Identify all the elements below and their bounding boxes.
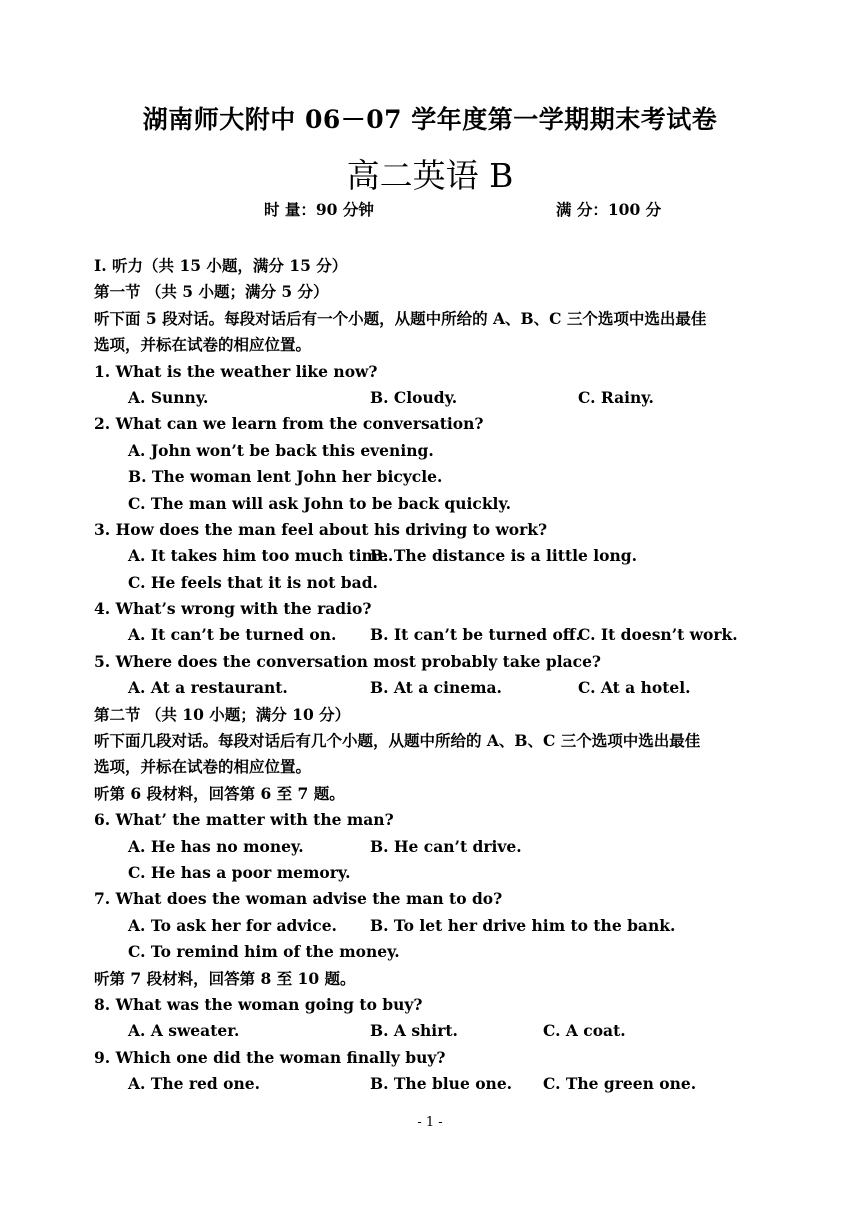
exam-content	[94, 253, 774, 1098]
option-c: C. He feels that it is not bad.	[128, 572, 378, 592]
option-b: B. The woman lent John her bicycle.	[128, 467, 443, 487]
exam-title: 湖南师大附中 06－07 学年度第一学期期末考试卷	[142, 105, 718, 134]
option-a: A. The red one.	[128, 1074, 261, 1094]
option-b: B. To let her drive him to the bank.	[370, 915, 676, 935]
option-b: B. The distance is a little long.	[370, 546, 637, 566]
option-c: C. The green one.	[543, 1074, 697, 1094]
question-stem: 3. How does the man feel about his driving to work?	[94, 519, 548, 539]
question-stem: 5. Where does the conversation most probably take place?	[94, 651, 602, 671]
material-7-heading: 听第 7 段材料，回答第 8 至 10 题。	[94, 968, 356, 988]
part2-heading: 第二节 （共 10 小题；满分 10 分）	[94, 704, 351, 724]
page-number: - 1 -	[417, 1115, 443, 1130]
exam-time: 时 量：90 分钟	[264, 200, 374, 219]
option-a: A. It can’t be turned on.	[128, 625, 337, 645]
option-b: B. It can’t be turned off.	[370, 625, 581, 645]
option-row	[94, 622, 774, 648]
part1-heading: 第一节 （共 5 小题；满分 5 分）	[94, 282, 329, 302]
part1-instruction-cont: 选项，并标在试卷的相应位置。	[94, 335, 312, 355]
option-row	[94, 675, 774, 701]
option-b: B. Cloudy.	[370, 387, 458, 407]
option-a: A. At a restaurant.	[128, 678, 288, 698]
option-c: C. Rainy.	[578, 387, 654, 407]
option-c: C. It doesn’t work.	[578, 625, 738, 645]
option-row	[94, 913, 774, 939]
question-stem: 1. What is the weather like now?	[94, 361, 378, 381]
option-c: C. He has a poor memory.	[128, 862, 351, 882]
option-row	[94, 385, 774, 411]
option-a: A. John won’t be back this evening.	[128, 440, 434, 460]
material-6-heading: 听第 6 段材料，回答第 6 至 7 题。	[94, 783, 345, 803]
option-b: B. He can’t drive.	[370, 836, 522, 856]
option-a: A. To ask her for advice.	[128, 915, 337, 935]
exam-full-score: 满 分：100 分	[556, 200, 662, 219]
option-b: B. At a cinema.	[370, 678, 502, 698]
section-heading: I. 听力（共 15 小题，满分 15 分）	[94, 256, 348, 275]
option-b: B. The blue one.	[370, 1074, 513, 1094]
exam-subtitle: 高二英语 B	[346, 156, 514, 195]
question-stem: 8. What was the woman going to buy?	[94, 994, 423, 1014]
option-c: C. To remind him of the money.	[128, 942, 400, 962]
option-row	[94, 1071, 774, 1097]
question-stem: 4. What’s wrong with the radio?	[94, 599, 372, 619]
question-stem: 7. What does the woman advise the man to do?	[94, 889, 503, 909]
question-stem: 2. What can we learn from the conversation?	[94, 414, 484, 434]
part2-instruction-cont: 选项，并标在试卷的相应位置。	[94, 757, 312, 777]
option-row	[94, 1018, 774, 1044]
option-a: A. He has no money.	[128, 836, 304, 856]
part2-instruction: 听下面几段对话。每段对话后有几个小题，从题中所给的 A、B、C 三个选项中选出最佳	[94, 731, 701, 751]
part1-instruction: 听下面 5 段对话。每段对话后有一个小题，从题中所给的 A、B、C 三个选项中选出最佳	[94, 308, 707, 328]
option-c: C. A coat.	[543, 1021, 626, 1041]
option-row	[94, 543, 774, 569]
option-a: A. A sweater.	[128, 1021, 240, 1041]
option-b: B. A shirt.	[370, 1021, 458, 1041]
option-row	[94, 834, 774, 860]
option-c: C. At a hotel.	[578, 678, 691, 698]
option-a: A. It takes him too much time.	[128, 546, 394, 566]
question-stem: 6. What’ the matter with the man?	[94, 810, 394, 830]
option-a: A. Sunny.	[128, 387, 209, 407]
option-c: C. The man will ask John to be back quickly.	[128, 493, 512, 513]
question-stem: 9. Which one did the woman finally buy?	[94, 1047, 446, 1067]
